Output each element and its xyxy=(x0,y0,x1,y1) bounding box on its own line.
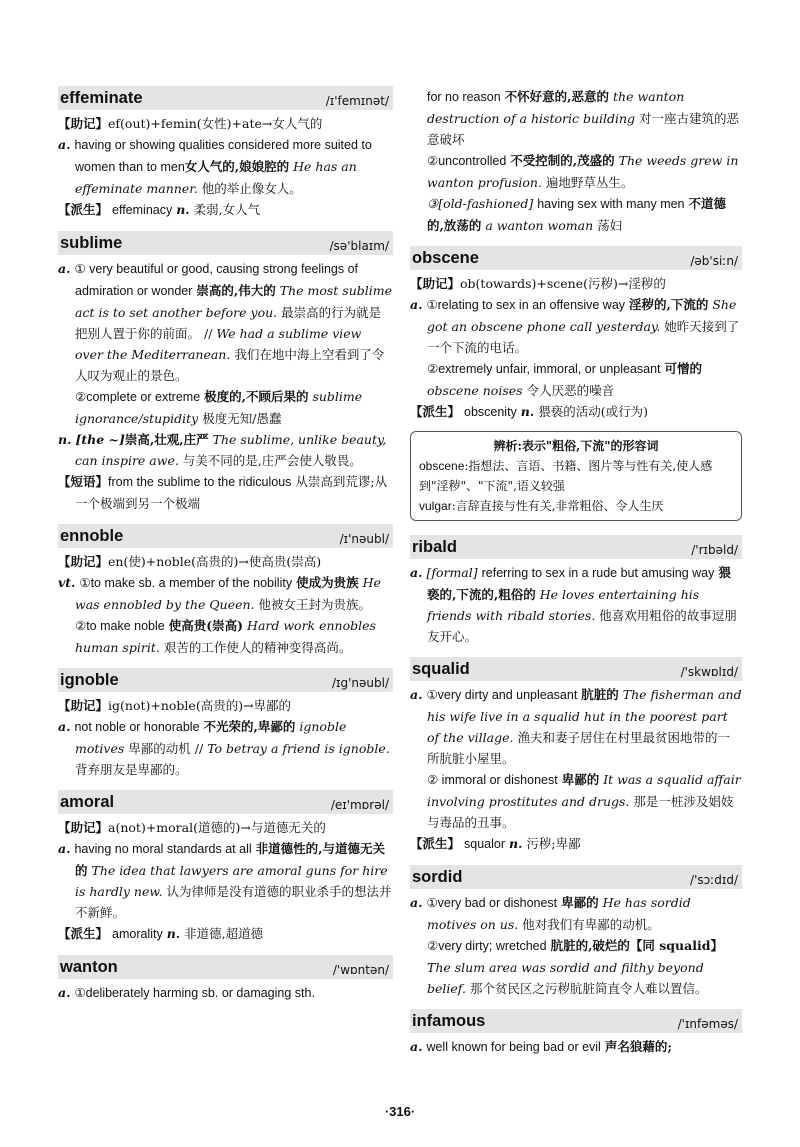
definition-2: ②uncontrolled 不受控制的,茂盛的 The weeds grew in wanton profusion. 遍地野草丛生。 xyxy=(427,153,739,190)
right-column xyxy=(410,86,742,1068)
headword-bar xyxy=(58,790,393,814)
derivative: 【派生】 effeminacy n. 柔弱,女人气 xyxy=(58,202,261,217)
usage-note-item: obscene:指想法、言语、书籍、图片等与性有关,使人感到"淫秽"、"下流",语义较强 xyxy=(419,459,713,493)
headword: obscene xyxy=(412,249,479,267)
usage-note-item: vulgar:言辞直接与性有关,非常粗俗、令人生厌 xyxy=(419,499,664,513)
entry-wanton-continued xyxy=(410,86,742,236)
definition-2: ②extremely unfair, immoral, or unpleasant 可憎的 obscene noises 令人厌恶的噪音 xyxy=(427,361,703,398)
headword: squalid xyxy=(412,660,470,678)
entry-sublime xyxy=(58,231,393,514)
entry-ribald xyxy=(410,535,742,647)
definition-2: ②very dirty; wretched 肮脏的,破烂的【同 squalid】 The slum area was sordid and filthy beyond belief. 那个贫民区之污秽肮脏简直令人难以置信。 xyxy=(427,938,723,996)
headword-bar xyxy=(58,955,393,979)
page-number: ·316· xyxy=(384,1104,416,1119)
entry-obscene xyxy=(410,246,742,521)
headword: wanton xyxy=(60,958,118,976)
pronunciation: /əb'siːn/ xyxy=(690,254,738,268)
entry-ennoble xyxy=(58,524,393,658)
definition-1: a. ①relating to sex in an offensive way 淫秽的,下流的 She got an obscene phone call yesterday. 她昨天接到了一个下流的电话。 xyxy=(410,297,740,355)
definition: a. having or showing qualities considered more suited to women than to men女人气的,娘娘腔的 He has an effeminate manner. 他的举止像女人。 xyxy=(58,137,372,196)
entry-infamous xyxy=(410,1009,742,1058)
derivative: 【派生】 obscenity n. 猥亵的活动(或行为) xyxy=(410,404,648,419)
definition: a. not noble or honorable 不光荣的,卑鄙的 ignoble motives 卑鄙的动机 // To betray a friend is ignoble. 背弃朋友是卑鄙的。 xyxy=(58,719,390,777)
definition-1: a. ① very beautiful or good, causing strong feelings of admiration or wonder 崇高的,伟大的 The most sublime act is to set another before you. 最崇高的行为就是把别人置于你的前面。 // We had a sublime view over the Mediterranean. 我们在地中海上空看到了令人叹为观止的景色。 xyxy=(58,261,393,383)
headword-bar xyxy=(410,657,742,681)
entry-effeminate xyxy=(58,86,393,221)
definition-1: a. ①deliberately harming sb. or damaging sth. xyxy=(58,985,315,1000)
definition-3: ③[old-fashioned] having sex with many men 不道德的,放荡的 a wanton woman 荡妇 xyxy=(427,196,727,233)
pronunciation: /ɪg'nəubl/ xyxy=(331,676,389,690)
headword-bar xyxy=(58,86,393,110)
definition: a. [formal] referring to sex in a rude but amusing way 猥亵的,下流的,粗俗的 He loves entertaining his friends with ribald stories. 他喜欢用粗俗的故事逗朋友开心。 xyxy=(410,565,737,644)
headword: ennoble xyxy=(60,527,124,545)
headword-bar xyxy=(410,1009,742,1033)
definition: a. having no moral standards at all 非道德性的,与道德无关的 The idea that lawyers are amoral guns for hire is hardly new. 认为律师是没有道德的职业杀手的想法并不新鲜。 xyxy=(58,841,392,920)
usage-note-box xyxy=(410,431,742,521)
example-translation: 他的举止像女人。 xyxy=(201,181,302,196)
entry-amoral xyxy=(58,790,393,945)
mnemonic: 【助记】ig(not)+noble(高贵的)→卑鄙的 xyxy=(58,698,292,713)
entry-wanton xyxy=(58,955,393,1004)
mnemonic: 【助记】ob(towards)+scene(污秽)→淫秽的 xyxy=(410,276,666,291)
example: He has an effeminate manner. xyxy=(75,159,357,196)
pronunciation: /'skwɒlɪd/ xyxy=(680,665,738,679)
headword: amoral xyxy=(60,793,115,811)
pronunciation: /'wɒntən/ xyxy=(332,963,389,977)
headword: ignoble xyxy=(60,671,119,689)
usage-note-title: 辨析:表示"粗俗,下流"的形容词 xyxy=(493,439,659,453)
definition-1: a. ①very bad or dishonest 卑鄙的 He has sordid motives on us. 他对我们有卑鄙的动机。 xyxy=(410,895,691,932)
definition-1-cont: for no reason 不怀好意的,恶意的 the wanton destruction of a historic building 对一座古建筑的恶意破坏 xyxy=(427,89,740,147)
headword: infamous xyxy=(412,1012,486,1030)
entry-squalid xyxy=(410,657,742,855)
pronunciation: /'sɔːdɪd/ xyxy=(690,873,738,887)
headword: ribald xyxy=(412,538,457,556)
derivative: 【派生】 squalor n. 污秽;卑鄙 xyxy=(410,836,581,851)
pronunciation: /ɪ'nəubl/ xyxy=(339,532,389,546)
definition-2: ②complete or extreme 极度的,不顾后果的 sublime ignorance/stupidity 极度无知/愚蠢 xyxy=(75,389,363,426)
pronunciation: /ɪ'femɪnət/ xyxy=(325,94,389,108)
headword: sordid xyxy=(412,868,463,886)
left-column xyxy=(58,86,393,1014)
pronunciation: /'rɪbəld/ xyxy=(691,543,738,557)
headword-bar xyxy=(58,524,393,548)
mnemonic: 【助记】a(not)+moral(道德的)→与道德无关的 xyxy=(58,820,326,835)
pronunciation: /sə'blaɪm/ xyxy=(329,239,389,253)
headword-bar xyxy=(410,865,742,889)
definition-1: a. ①very dirty and unpleasant 肮脏的 The fisherman and his wife live in a squalid hut in the poorest part of the village. 渔夫和妻子居住在村里最贫困地带的一所肮脏小屋里。 xyxy=(410,687,742,766)
headword-bar xyxy=(58,231,393,255)
headword: effeminate xyxy=(60,89,143,107)
definition: a. well known for being bad or evil 声名狼藉的; xyxy=(410,1039,672,1054)
definition-1: vt. ①to make sb. a member of the nobility 使成为贵族 He was ennobled by the Queen. 他被女王封为贵族。 xyxy=(58,575,381,612)
derivative: 【派生】 amorality n. 非道德,超道德 xyxy=(58,926,264,941)
headword-bar xyxy=(58,668,393,692)
mnemonic: 【助记】en(使)+noble(高贵的)→使高贵(崇高) xyxy=(58,554,322,569)
headword: sublime xyxy=(60,234,123,252)
definition-2: ②to make noble 使高贵(崇高) Hard work ennobles human spirit. 艰苦的工作使人的精神变得高尚。 xyxy=(75,618,376,655)
definition-2: ② immoral or dishonest 卑鄙的 It was a squalid affair involving prostitutes and drugs. 那是一桩涉及娼妓与毒品的丑事。 xyxy=(427,772,741,830)
pronunciation: /eɪ'mɒrəl/ xyxy=(330,798,389,812)
headword-bar xyxy=(410,246,742,270)
phrase: 【短语】from the sublime to the ridiculous 从崇高到荒谬;从一个极端到另一个极端 xyxy=(58,474,388,511)
mnemonic: 【助记】ef(out)+femin(女性)+ate→女人气的 xyxy=(58,116,323,131)
entry-sordid xyxy=(410,865,742,999)
pronunciation: /'ɪnfəməs/ xyxy=(677,1017,738,1031)
headword-bar xyxy=(410,535,742,559)
entry-ignoble xyxy=(58,668,393,780)
definition-noun: n. [the ~]崇高,壮观,庄严 The sublime, unlike beauty, can inspire awe. 与美不同的是,庄严会使人敬畏。 xyxy=(58,432,387,468)
